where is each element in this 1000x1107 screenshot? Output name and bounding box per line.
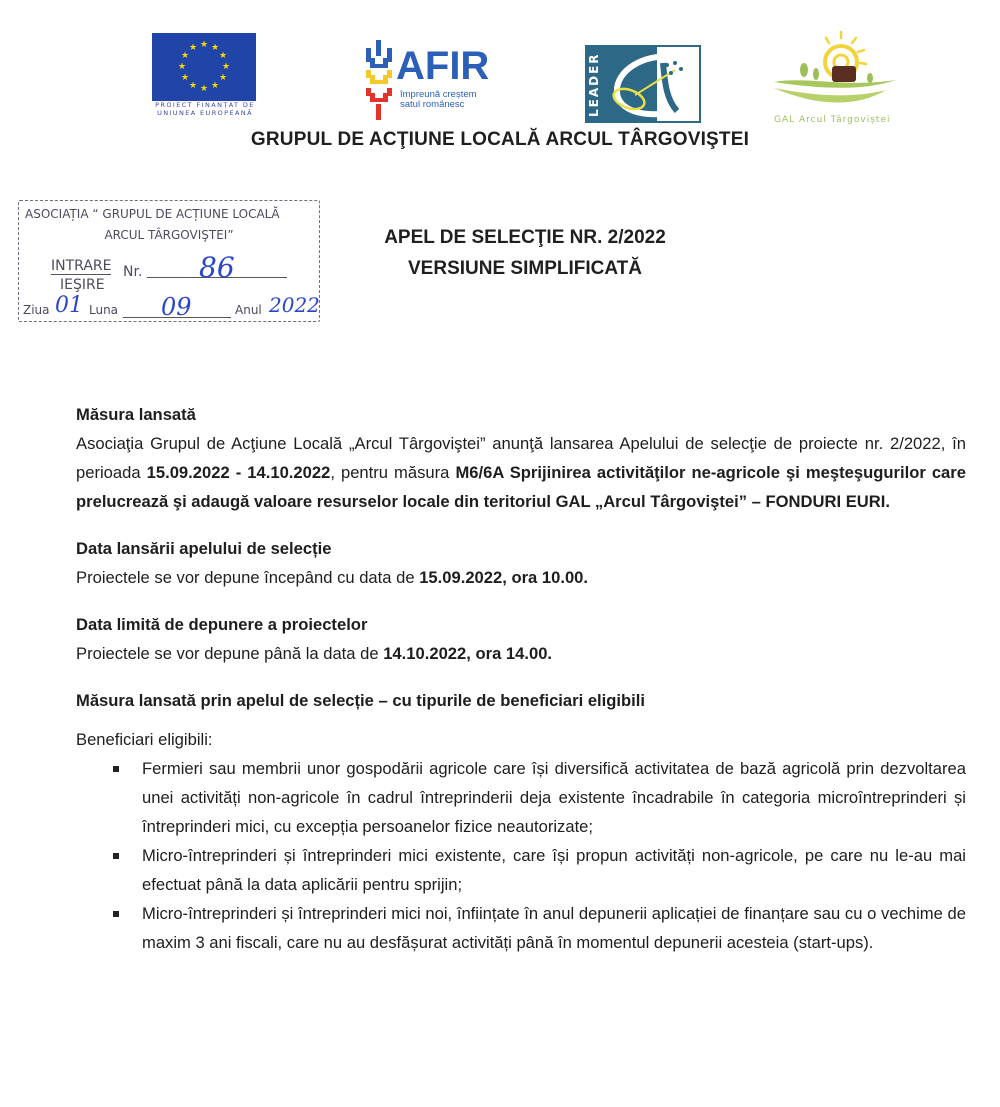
stamp-ziua-label: Ziua — [23, 303, 50, 317]
stamp-ziua-value: 01 — [55, 293, 83, 318]
stamp-luna-value: 09 — [161, 293, 192, 321]
document-body — [76, 400, 966, 957]
eu-caption-line2: UNIUNEA EUROPEANĂ — [157, 109, 253, 117]
afir-logo — [362, 40, 492, 122]
svg-text:★: ★ — [199, 83, 209, 93]
measure-text-2: , pentru măsura — [330, 463, 456, 482]
measure-period: 15.09.2022 - 14.10.2022 — [146, 463, 331, 482]
stamp-anul-label: Anul — [235, 303, 262, 317]
svg-text:★: ★ — [210, 80, 220, 90]
svg-text:★: ★ — [180, 72, 190, 82]
beneficiaries-intro: Beneficiari eligibili: — [76, 730, 213, 749]
stamp-line1: ASOCIAȚIA “ GRUPUL DE ACȚIUNE LOCALĂ — [25, 207, 280, 221]
measure-paragraph — [76, 429, 966, 516]
svg-text:★: ★ — [177, 61, 187, 71]
svg-text:★: ★ — [218, 50, 228, 60]
svg-text:★: ★ — [180, 50, 190, 60]
stamp-anul-value: 2022 — [269, 293, 320, 317]
eu-flag — [152, 33, 256, 101]
gal-logo — [766, 28, 906, 128]
afir-emblem-icon — [362, 40, 396, 122]
call-title-line2: VERSIUNE SIMPLIFICATĂ — [408, 258, 642, 279]
deadline-date: 14.10.2022, ora 14.00. — [383, 644, 553, 663]
stamp-nr-value: 86 — [199, 251, 235, 284]
list-item: Fermieri sau membrii unor gospodării agricole care își diversifică activitatea de bază agricolă prin dezvoltarea unei activități non-agricole în cadrul întreprinderii deja existente încadrabile în categoria microîntreprinderi și întreprinderi mici, cu excepția persoanelor fizice neautorizate; — [113, 754, 966, 841]
section-heading-measure: Măsura lansată — [76, 405, 196, 424]
afir-wordmark: AFIR — [396, 44, 490, 88]
deadline-text: Proiectele se vor depune până la data de — [76, 644, 384, 663]
beneficiaries-list — [113, 754, 966, 957]
svg-text:★: ★ — [199, 39, 209, 49]
afir-tagline-line2: satul românesc — [400, 99, 465, 110]
launch-text: Proiectele se vor depune începând cu data de — [76, 568, 420, 587]
leader-plant-icon — [585, 45, 701, 123]
section-heading-launch: Data lansării apelului de selecție — [76, 539, 332, 558]
deadline-paragraph — [76, 639, 966, 668]
launch-paragraph — [76, 563, 966, 592]
svg-text:★: ★ — [188, 42, 198, 52]
launch-date: 15.09.2022, ora 10.00. — [419, 568, 589, 587]
eu-stars-icon — [152, 33, 256, 101]
list-item: Micro-întreprinderi și întreprinderi mici noi, înființate în anul depunerii aplicației de finanțare sau cu o vechime de maxim 3 ani fiscali, care nu au desfășurat activități până în momentul depunerii acesteia (start-ups). — [113, 899, 966, 957]
gal-caption: GAL Arcul Târgoviștei — [774, 115, 891, 125]
measure-text-1: Asociaţia Grupul de Acţiune Locală „Arcul Târgoviştei” anunţă lansarea Apelului de selecţie de proiecte nr. 2/2022, în perioada — [76, 434, 966, 482]
call-title — [360, 222, 690, 284]
stamp-line2: ARCUL TÂRGOVIŞTEI” — [104, 228, 234, 242]
organization-title: GRUPUL DE ACŢIUNE LOCALĂ ARCUL TÂRGOVIŞTEI — [250, 129, 750, 150]
eu-flag-logo — [152, 33, 258, 119]
leader-logo — [585, 45, 701, 123]
eu-caption-line1: PROIECT FINANȚAT DE — [155, 101, 255, 109]
registration-stamp — [18, 200, 320, 322]
call-title-line1: APEL DE SELECŢIE NR. 2/2022 — [384, 227, 666, 248]
stamp-luna-label: Luna — [89, 303, 119, 317]
stamp-intrare-label: INTRARE — [51, 258, 112, 274]
leader-wordmark: LEADER — [587, 52, 601, 117]
list-item: Micro-întreprinderi și întreprinderi mici existente, care își propun activități non-agricole, pe care nu le-au mai efectuat până la data aplicării pentru sprijin; — [113, 841, 966, 899]
svg-text:★: ★ — [210, 42, 220, 52]
afir-tagline-line1: împreună creștem — [400, 89, 477, 100]
svg-text:★: ★ — [221, 61, 231, 71]
section-heading-beneficiaries: Măsura lansată prin apelul de selecție – cu tipurile de beneficiari eligibili — [76, 691, 645, 710]
gal-landscape-icon — [766, 28, 906, 116]
svg-text:★: ★ — [188, 80, 198, 90]
stamp-nr-label: Nr. — [123, 264, 143, 280]
section-heading-deadline: Data limită de depunere a proiectelor — [76, 615, 368, 634]
stamp-iesire-label: IEŞIRE — [60, 277, 105, 293]
measure-name: M6/6A Sprijinirea activităţilor ne-agricole şi meşteşugurilor care prelucrează şi adaugă valoare resurselor locale din teritoriul GAL „Arcul Târgoviştei” – FONDURI EURI. — [76, 463, 966, 511]
svg-text:★: ★ — [218, 72, 228, 82]
